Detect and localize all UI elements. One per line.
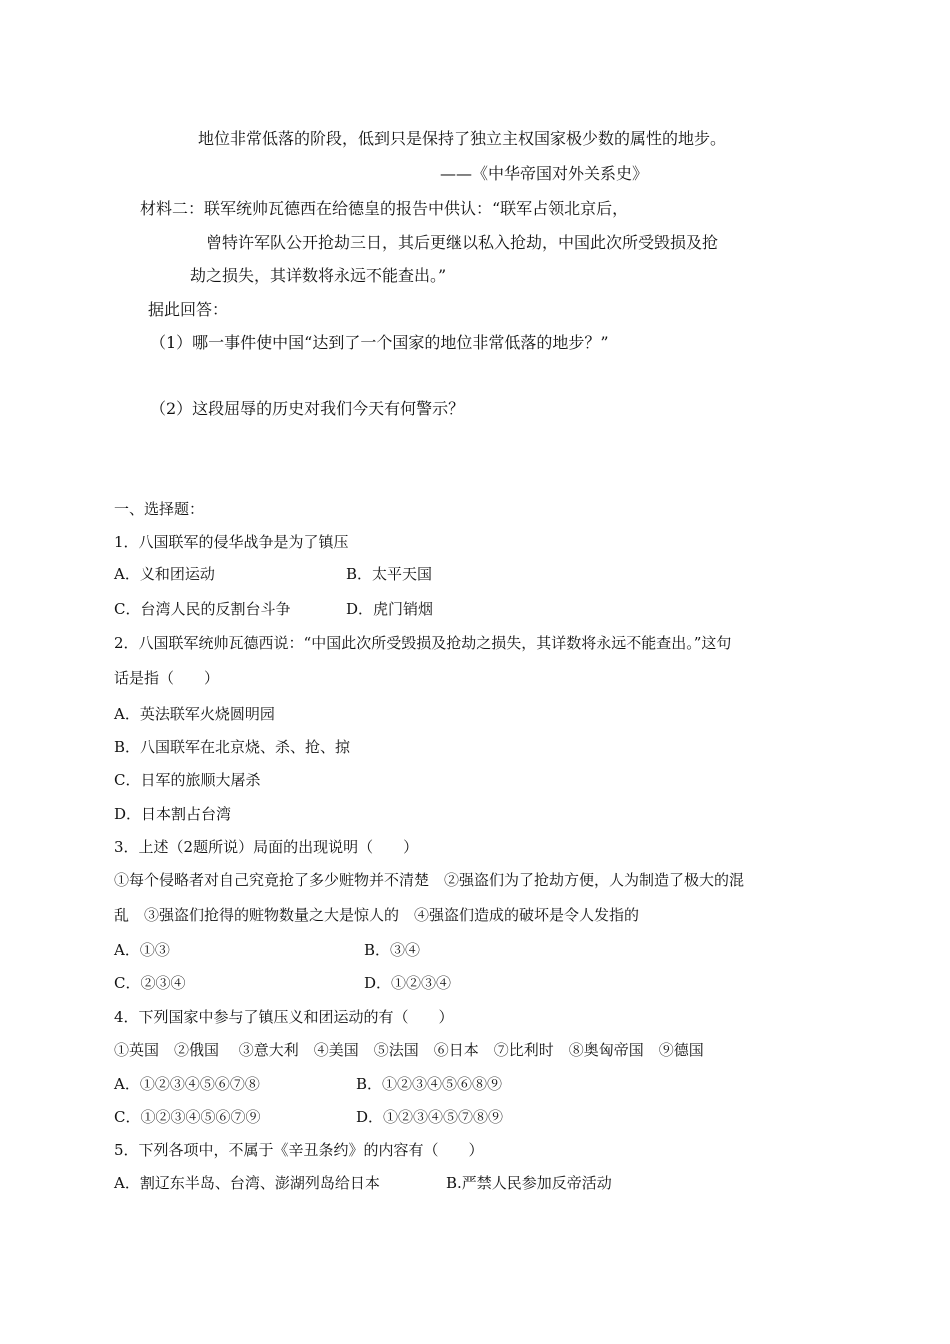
q1-stem: 1．八国联军的侵华战争是为了镇压: [114, 533, 349, 551]
q2-option-d: D．日本割占台湾: [114, 805, 232, 823]
q2-option-a: A．英法联军火烧圆明园: [114, 705, 275, 723]
material-2-line-3: 劫之损失，其详数将永远不能查出。”: [190, 266, 447, 285]
q3-option-c: C．②③④: [114, 974, 186, 992]
q1-option-c: C．台湾人民的反割台斗争: [114, 600, 291, 618]
q3-option-d: D．①②③④: [364, 974, 452, 992]
q1-option-b: B．太平天国: [346, 565, 433, 583]
material-question-1: （1）哪一事件使中国“达到了一个国家的地位非常低落的地步？”: [150, 333, 609, 352]
q4-stem: 4．下列国家中参与了镇压义和团运动的有（ ）: [114, 1008, 454, 1026]
q3-options-line-2: 乱 ③强盗们抢得的赃物数量之大是惊人的 ④强盗们造成的破坏是令人发指的: [114, 906, 640, 924]
q5-option-a: A．割辽东半岛、台湾、澎湖列岛给日本: [114, 1174, 380, 1192]
answer-prompt: 据此回答：: [148, 300, 229, 319]
q4-option-b: B．①②③④⑤⑥⑧⑨: [356, 1075, 503, 1093]
q4-options: ①英国 ②俄国 ③意大利 ④美国 ⑤法国 ⑥日本 ⑦比利时 ⑧奥匈帝国 ⑨德国: [114, 1041, 704, 1059]
q2-option-c: C．日军的旅顺大屠杀: [114, 771, 261, 789]
q5-option-b: B.严禁人民参加反帝活动: [446, 1174, 612, 1192]
q4-option-c: C．①②③④⑤⑥⑦⑨: [114, 1108, 261, 1126]
material-line-1: 地位非常低落的阶段，低到只是保持了独立主权国家极少数的属性的地步。: [198, 129, 727, 148]
material-source: ——《中华帝国对外关系史》: [440, 164, 649, 183]
q1-option-d: D．虎门销烟: [346, 600, 434, 618]
material-2-line-2: 曾特许军队公开抢劫三日，其后更继以私入抢劫，中国此次所受毁损及抢: [206, 233, 719, 252]
q3-option-b: B．③④: [364, 941, 421, 959]
material-2-line-1: 材料二：联军统帅瓦德西在给德皇的报告中供认：“联军占领北京后，: [140, 199, 629, 218]
material-question-2: （2）这段屈辱的历史对我们今天有何警示？: [150, 399, 465, 418]
q5-stem: 5．下列各项中，不属于《辛丑条约》的内容有（ ）: [114, 1141, 484, 1159]
q3-stem: 3．上述（2题所说）局面的出现说明（ ）: [114, 838, 419, 856]
q3-option-a: A．①③: [114, 941, 170, 959]
q3-options-line-1: ①每个侵略者对自己究竟抢了多少赃物并不清楚 ②强盗们为了抢劫方便，人为制造了极大的混: [114, 871, 745, 889]
q4-option-a: A．①②③④⑤⑥⑦⑧: [114, 1075, 260, 1093]
q2-stem-line-2: 话是指（ ）: [114, 669, 220, 687]
q1-option-a: A．义和团运动: [114, 565, 215, 583]
q2-stem-line-1: 2．八国联军统帅瓦德西说：“中国此次所受毁损及抢劫之损失，其详数将永远不能查出。”这句: [114, 634, 732, 652]
q2-option-b: B．八国联军在北京烧、杀、抢、掠: [114, 738, 351, 756]
q4-option-d: D．①②③④⑤⑦⑧⑨: [356, 1108, 504, 1126]
section-title: 一、选择题：: [114, 500, 205, 518]
